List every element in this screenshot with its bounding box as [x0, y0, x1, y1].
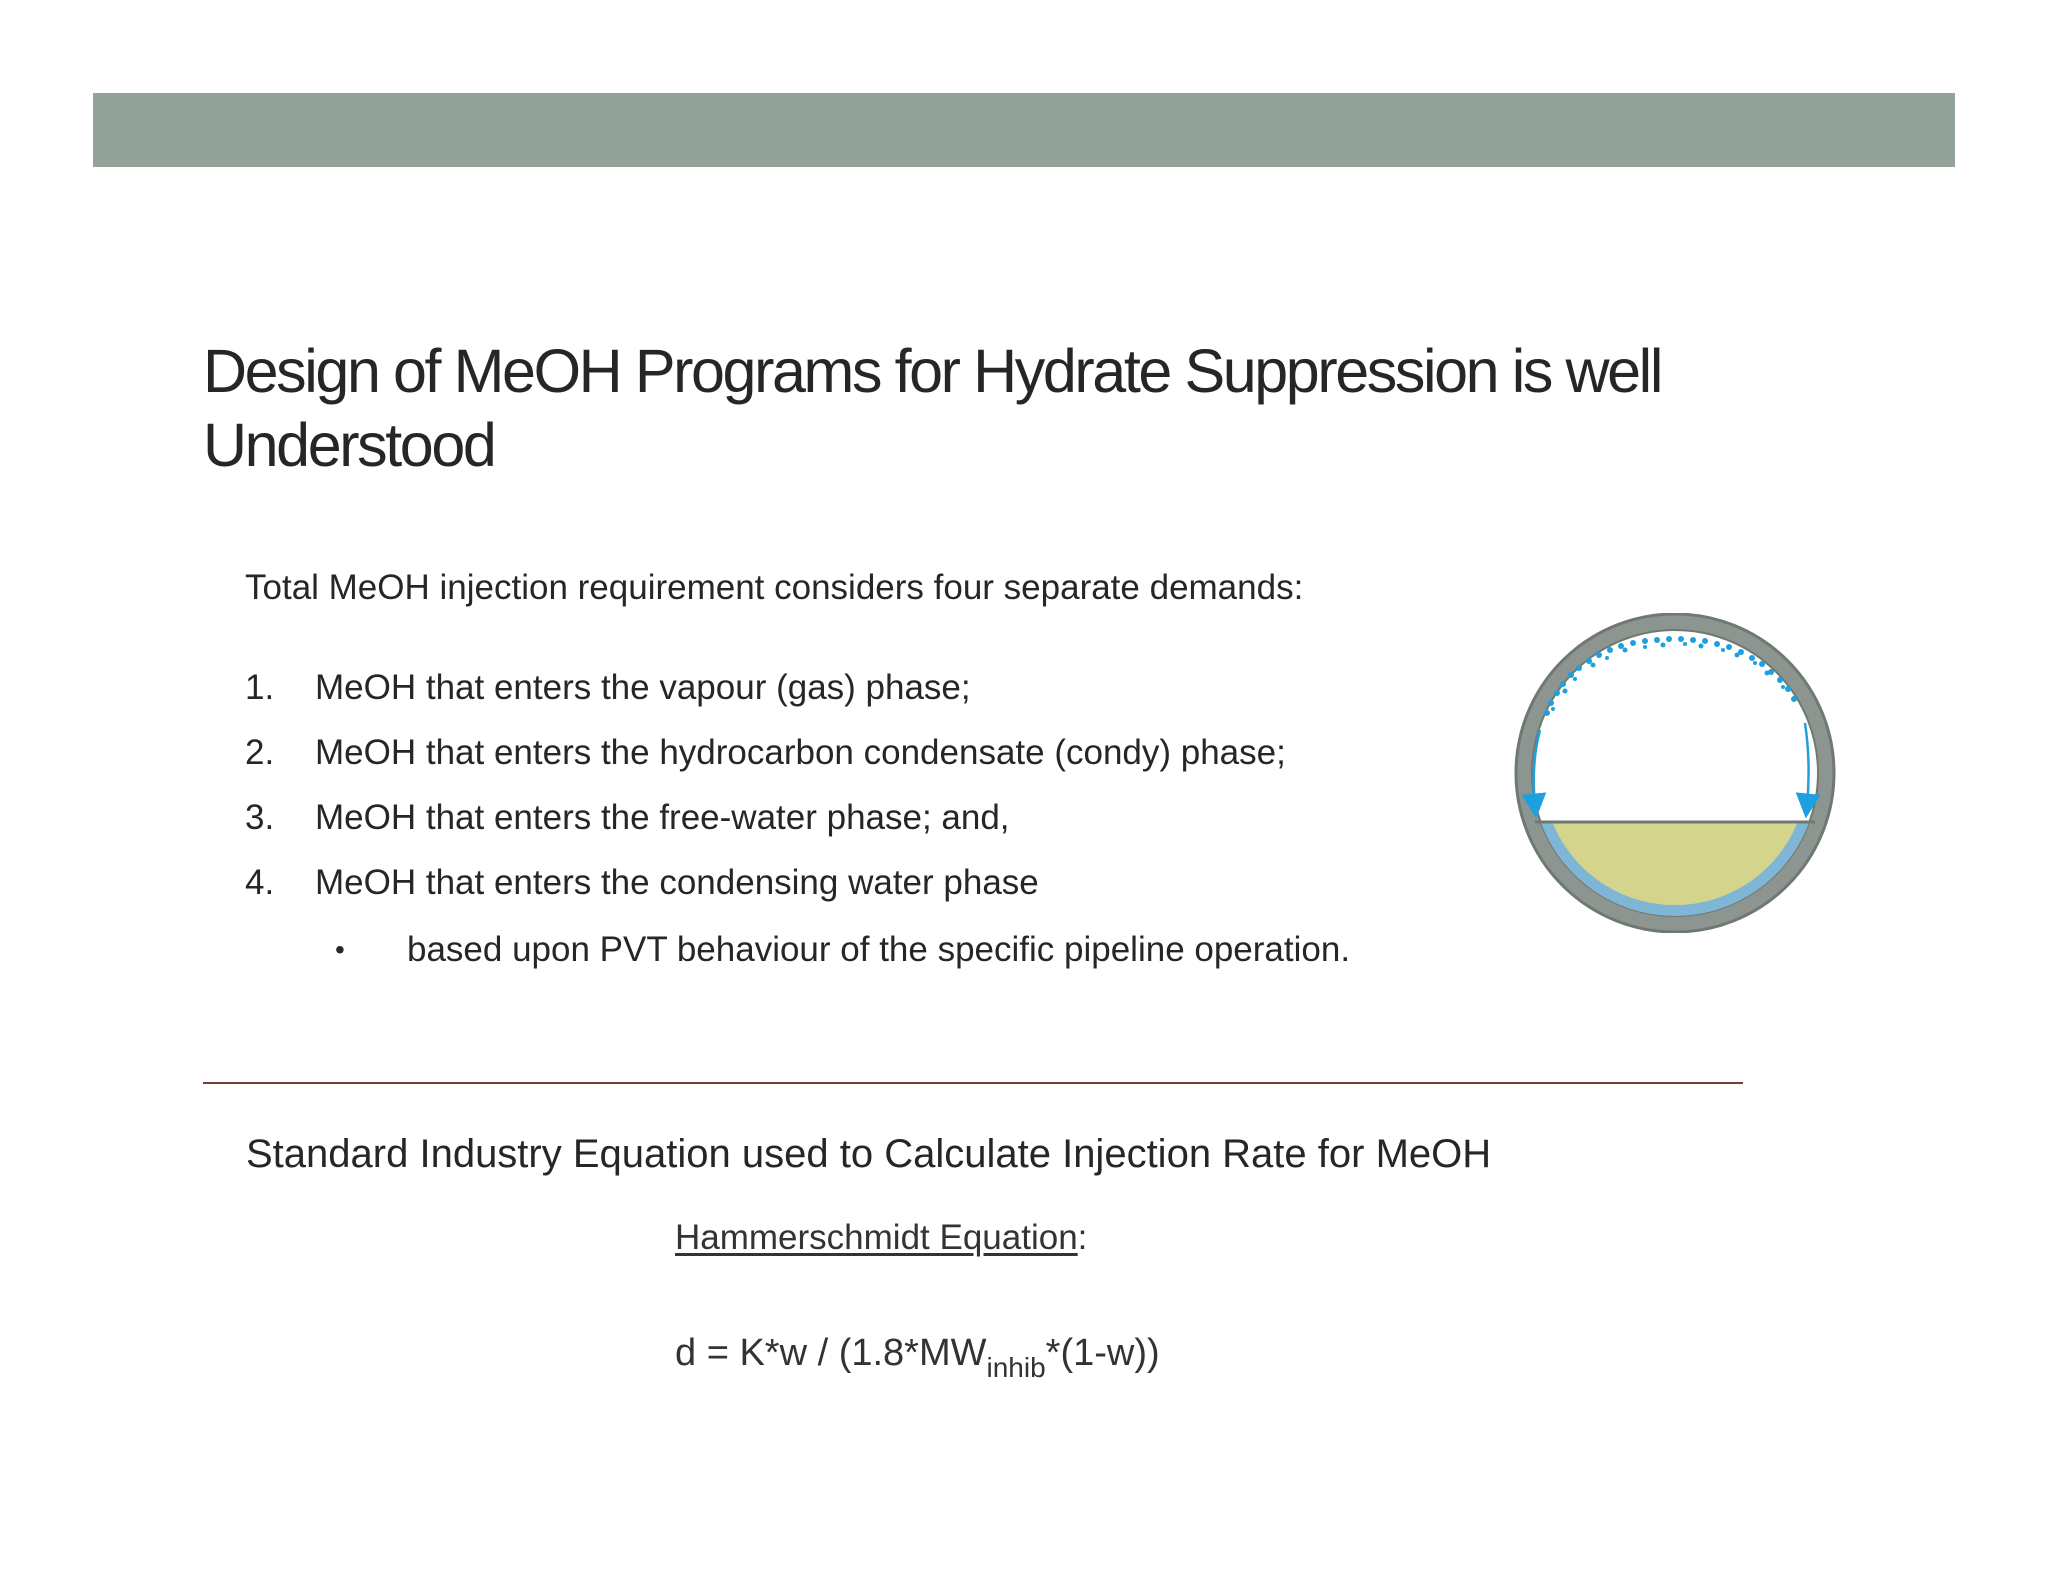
sub-bullet [335, 928, 1350, 972]
pipeline-cross-section-icon [1505, 613, 1845, 933]
item-number: 2. [245, 733, 275, 772]
demand-list [245, 666, 1445, 926]
sub-bullet-text: based upon PVT behaviour of the specific pipeline operation. [407, 930, 1351, 969]
section-heading: Standard Industry Equation used to Calculate Injection Rate for MeOH [246, 1132, 1492, 1176]
bullet-icon: • [335, 934, 345, 965]
demand-item-1 [245, 666, 1445, 731]
equation-title-colon: : [1077, 1218, 1088, 1257]
equation-subscript: inhib [986, 1352, 1046, 1383]
section-divider [203, 1082, 1743, 1084]
item-text: MeOH that enters the free-water phase; and, [315, 798, 1010, 837]
intro-text: Total MeOH injection requirement considers four separate demands: [245, 568, 1304, 607]
item-text: MeOH that enters the vapour (gas) phase; [315, 668, 971, 707]
item-number: 4. [245, 863, 275, 902]
item-text: MeOH that enters the condensing water phase [315, 863, 1039, 902]
equation-rhs: *(1-w)) [1045, 1332, 1160, 1374]
slide-title: Design of MeOH Programs for Hydrate Suppression is well Understood [203, 337, 1661, 479]
item-number: 1. [245, 668, 275, 707]
item-text: MeOH that enters the hydrocarbon condensate (condy) phase; [315, 733, 1286, 772]
equation-title-text: Hammerschmidt Equation [675, 1218, 1078, 1257]
header-band [93, 93, 1955, 167]
hammerschmidt-equation [675, 1330, 1160, 1383]
demand-item-2 [245, 731, 1445, 796]
demand-item-3 [245, 796, 1445, 861]
equation-lhs: d = K*w / (1.8*MW [675, 1332, 987, 1374]
demand-item-4 [245, 861, 1445, 926]
item-number: 3. [245, 798, 275, 837]
equation-title [675, 1216, 1087, 1260]
